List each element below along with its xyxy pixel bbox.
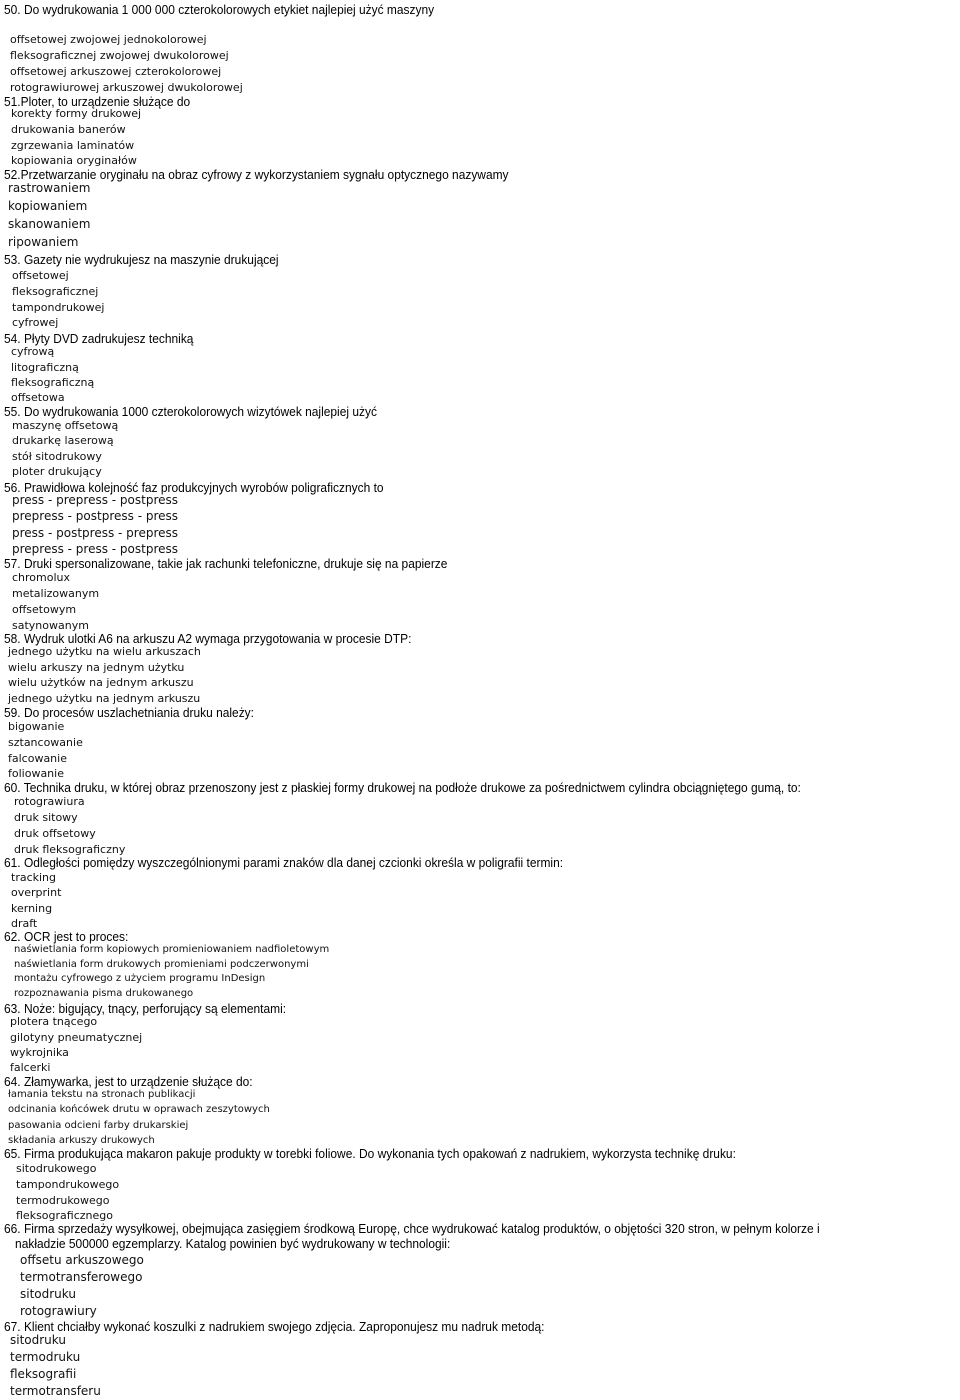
option-62-c: montażu cyfrowego z użyciem programu InDesign <box>14 973 266 984</box>
question-66 <box>4 1221 820 1251</box>
option-52-d: ripowaniem <box>8 235 79 249</box>
option-61-b: overprint <box>11 886 62 899</box>
option-60-b: druk sitowy <box>14 811 78 824</box>
question-58: 58. Wydruk ulotki A6 na arkuszu A2 wymaga przygotowania w procesie DTP: <box>4 631 412 646</box>
option-61-c: kerning <box>11 902 53 915</box>
option-60-d: druk fleksograficzny <box>14 843 126 856</box>
question-50: 50. Do wydrukowania 1 000 000 czterokolorowych etykiet najlepiej użyć maszyny <box>4 2 435 17</box>
question-55: 55. Do wydrukowania 1000 czterokolorowych wizytówek najlepiej użyć <box>4 404 377 419</box>
option-67-c: fleksografii <box>10 1367 77 1381</box>
option-60-a: rotograwiura <box>14 795 85 808</box>
option-54-a: cyfrową <box>11 345 55 358</box>
question-54: 54. Płyty DVD zadrukujesz techniką <box>4 331 194 346</box>
option-63-d: falcerki <box>10 1061 51 1074</box>
question-56: 56. Prawidłowa kolejność faz produkcyjnych wyrobów poligraficznych to <box>4 480 384 495</box>
option-58-b: wielu arkuszy na jednym użytku <box>8 661 185 674</box>
option-56-c: press - postpress - prepress <box>12 526 179 540</box>
option-58-c: wielu użytków na jednym arkuszu <box>8 676 194 689</box>
option-51-b: drukowania banerów <box>11 123 126 136</box>
option-53-c: tampondrukowej <box>12 301 105 314</box>
option-56-b: prepress - postpress - press <box>12 509 179 523</box>
option-55-d: ploter drukujący <box>12 465 102 478</box>
option-50-a: offsetowej zwojowej jednokolorowej <box>10 33 207 46</box>
question-57: 57. Druki spersonalizowane, takie jak rachunki telefoniczne, drukuje się na papierze <box>4 556 448 571</box>
question-62: 62. OCR jest to proces: <box>4 929 129 944</box>
option-54-b: litograficzną <box>11 361 79 374</box>
option-57-b: metalizowanym <box>12 587 100 600</box>
option-50-b: fleksograficznej zwojowej dwukolorowej <box>10 49 229 62</box>
option-62-a: naświetlania form kopiowych promieniowaniem nadfioletowym <box>14 944 330 955</box>
option-51-c: zgrzewania laminatów <box>11 139 135 152</box>
option-67-d: termotransferu <box>10 1384 101 1398</box>
question-52: 52.Przetwarzanie oryginału na obraz cyfrowy z wykorzystaniem sygnału optycznego nazywamy <box>4 167 509 182</box>
option-66-b: termotransferowego <box>20 1270 143 1284</box>
option-58-d: jednego użytku na jednym arkuszu <box>8 692 201 705</box>
option-65-d: fleksograficznego <box>16 1209 113 1222</box>
option-65-b: tampondrukowego <box>16 1178 120 1191</box>
option-52-c: skanowaniem <box>8 217 91 231</box>
option-60-c: druk offsetowy <box>14 827 96 840</box>
option-50-d: rotograwiurowej arkuszowej dwukolorowej <box>10 81 243 94</box>
option-59-d: foliowanie <box>8 767 64 780</box>
option-61-d: draft <box>11 917 38 930</box>
option-65-c: termodrukowego <box>16 1194 110 1207</box>
option-63-b: gilotyny pneumatycznej <box>10 1031 143 1044</box>
option-64-a: łamania tekstu na stronach publikacji <box>8 1089 196 1100</box>
option-63-a: plotera tnącego <box>10 1015 98 1028</box>
option-67-a: sitodruku <box>10 1333 66 1347</box>
option-53-b: fleksograficznej <box>12 285 99 298</box>
option-53-a: offsetowej <box>12 269 69 282</box>
option-59-c: falcowanie <box>8 752 67 765</box>
option-64-c: pasowania odcieni farby drukarskiej <box>8 1120 189 1131</box>
question-67: 67. Klient chciałby wykonać koszulki z nadrukiem swojego zdjęcia. Zaproponujesz mu nadruk metodą: <box>4 1319 545 1334</box>
question-65: 65. Firma produkująca makaron pakuje produkty w torebki foliowe. Do wykonania tych opakowań z nadrukiem, wykorzysta technikę druku: <box>4 1146 736 1161</box>
option-66-a: offsetu arkuszowego <box>20 1253 144 1267</box>
question-66-line1: 66. Firma sprzedaży wysyłkowej, obejmująca zasięgiem środkową Europę, chce wydrukować katalog produktów, o objętości 320 stron, w pełnym kolorze i <box>4 1221 820 1236</box>
option-62-b: naświetlania form drukowych promieniami podczerwonymi <box>14 959 309 970</box>
option-66-d: rotograwiury <box>20 1304 97 1318</box>
option-55-a: maszynę offsetową <box>12 419 119 432</box>
option-64-b: odcinania końcówek drutu w oprawach zeszytowych <box>8 1104 270 1115</box>
option-50-c: offsetowej arkuszowej czterokolorowej <box>10 65 222 78</box>
question-59: 59. Do procesów uszlachetniania druku należy: <box>4 705 254 720</box>
option-63-c: wykrojnika <box>10 1046 69 1059</box>
option-57-d: satynowanym <box>12 619 89 632</box>
option-57-a: chromolux <box>12 571 71 584</box>
option-55-c: stół sitodrukowy <box>12 450 102 463</box>
option-61-a: tracking <box>11 871 57 884</box>
option-66-c: sitodruku <box>20 1287 76 1301</box>
question-63: 63. Noże: bigujący, tnący, perforujący są elementami: <box>4 1001 287 1016</box>
option-57-c: offsetowym <box>12 603 77 616</box>
option-53-d: cyfrowej <box>12 316 59 329</box>
option-62-d: rozpoznawania pisma drukowanego <box>14 988 194 999</box>
option-51-a: korekty formy drukowej <box>11 107 142 120</box>
option-54-d: offsetowa <box>11 391 65 404</box>
option-55-b: drukarkę laserową <box>12 434 114 447</box>
option-51-d: kopiowania oryginałów <box>11 154 137 167</box>
option-59-b: sztancowanie <box>8 736 83 749</box>
question-61: 61. Odległości pomiędzy wyszczególnionymi parami znaków dla danej czcionki określa w poligrafii termin: <box>4 855 564 870</box>
option-65-a: sitodrukowego <box>16 1162 97 1175</box>
option-64-d: składania arkuszy drukowych <box>8 1135 155 1146</box>
option-54-c: fleksograficzną <box>11 376 95 389</box>
option-67-b: termodruku <box>10 1350 81 1364</box>
question-53: 53. Gazety nie wydrukujesz na maszynie drukującej <box>4 252 279 267</box>
option-52-a: rastrowaniem <box>8 181 91 195</box>
option-52-b: kopiowaniem <box>8 199 88 213</box>
question-60: 60. Technika druku, w której obraz przenoszony jest z płaskiej formy drukowej na podłoże drukowe za pośrednictwem cylindra obciągniętego gumą, to: <box>4 780 801 795</box>
option-59-a: bigowanie <box>8 720 65 733</box>
option-56-d: prepress - press - postpress <box>12 542 179 556</box>
option-56-a: press - prepress - postpress <box>12 493 179 507</box>
option-58-a: jednego użytku na wielu arkuszach <box>8 645 201 658</box>
question-64: 64. Złamywarka, jest to urządzenie służące do: <box>4 1074 253 1089</box>
question-66-line2: nakładzie 500000 egzemplarzy. Katalog powinien być wydrukowany w technologii: <box>15 1236 451 1251</box>
question-51: 51.Ploter, to urządzenie służące do <box>4 94 191 109</box>
